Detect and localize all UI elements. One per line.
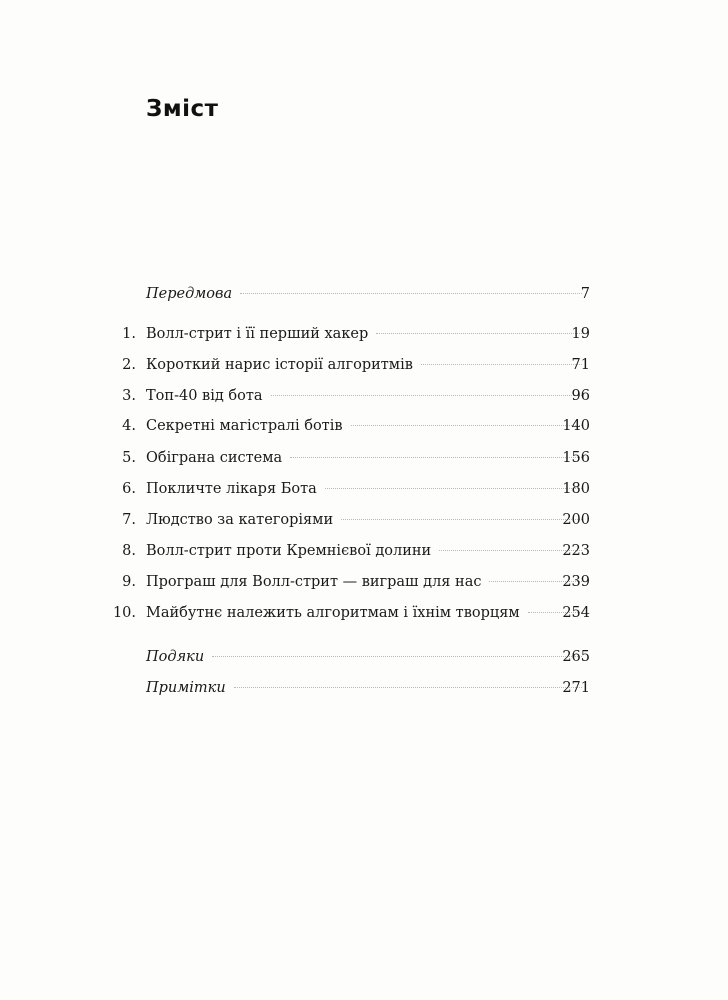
toc-entry-chapter-2[interactable]	[0, 354, 728, 376]
toc-entry-number: 7.	[122, 512, 136, 528]
toc-entry-page: 180	[562, 481, 590, 497]
toc-entry-chapter-8[interactable]	[0, 540, 728, 562]
dot-leader	[421, 364, 582, 365]
toc-entry-number: 9.	[122, 574, 136, 590]
toc-entry-page: 7	[580, 286, 590, 302]
toc-entry-number: 2.	[122, 357, 136, 373]
toc-entry-title: Короткий нарис історії алгоритмів	[146, 357, 413, 373]
dot-leader	[240, 293, 582, 294]
toc-entry-chapter-10[interactable]	[0, 602, 728, 624]
toc-entry-title: Покличте лікаря Бота	[146, 481, 317, 497]
toc-entry-notes[interactable]	[0, 677, 728, 699]
toc-entry-title: Топ-40 від бота	[146, 388, 263, 404]
dot-leader	[290, 457, 582, 458]
toc-entry-number: 8.	[122, 543, 136, 559]
toc-entry-page: 223	[562, 543, 590, 559]
toc-entry-title: Примітки	[146, 680, 226, 696]
toc-entry-chapter-5[interactable]	[0, 447, 728, 469]
toc-entry-page: 19	[571, 326, 590, 342]
dot-leader	[271, 395, 583, 396]
toc-entry-page: 156	[562, 450, 590, 466]
toc-entry-chapter-4[interactable]	[0, 415, 728, 437]
toc-entry-preface[interactable]	[0, 283, 728, 305]
toc-entry-page: 254	[562, 605, 590, 621]
toc-entry-acknowledgements[interactable]	[0, 646, 728, 668]
toc-entry-number: 5.	[122, 450, 136, 466]
toc-entry-chapter-1[interactable]	[0, 323, 728, 345]
dot-leader	[439, 550, 582, 551]
dot-leader	[341, 519, 582, 520]
toc-entry-number: 6.	[122, 481, 136, 497]
toc-entry-chapter-7[interactable]	[0, 509, 728, 531]
toc-entry-number: 4.	[122, 418, 136, 434]
toc-entry-title: Майбутнє належить алгоритмам і їхнім творцям	[146, 605, 520, 621]
toc-entry-number: 10.	[112, 605, 136, 621]
toc-entry-page: 239	[562, 574, 590, 590]
toc-entry-title: Волл-стрит і її перший хакер	[146, 326, 369, 342]
dot-leader	[212, 656, 582, 657]
dot-leader	[376, 333, 582, 334]
toc-entry-title: Обіграна система	[146, 450, 283, 466]
toc-entry-chapter-9[interactable]	[0, 571, 728, 593]
toc-entry-title: Людство за категоріями	[146, 512, 334, 528]
toc-entry-page: 200	[562, 512, 590, 528]
dot-leader	[351, 425, 582, 426]
toc-entry-chapter-6[interactable]	[0, 478, 728, 500]
toc-entry-page: 71	[571, 357, 590, 373]
toc-entry-number: 1.	[122, 326, 136, 342]
toc-entry-title: Передмова	[146, 286, 233, 302]
dot-leader	[325, 488, 582, 489]
toc-entry-page: 140	[562, 418, 590, 434]
toc-entry-number: 3.	[122, 388, 136, 404]
toc-entry-page: 96	[571, 388, 590, 404]
toc-entry-title: Подяки	[146, 649, 205, 665]
toc-entry-title: Програш для Волл-стрит — виграш для нас	[146, 574, 482, 590]
toc-entry-chapter-3[interactable]	[0, 385, 728, 407]
toc-entry-page: 271	[562, 680, 590, 696]
toc-entry-title: Волл-стрит проти Кремнієвої долини	[146, 543, 432, 559]
toc-heading: Зміст	[146, 96, 219, 122]
toc-entry-page: 265	[562, 649, 590, 665]
toc-entry-title: Секретні магістралі ботів	[146, 418, 343, 434]
dot-leader	[234, 687, 582, 688]
